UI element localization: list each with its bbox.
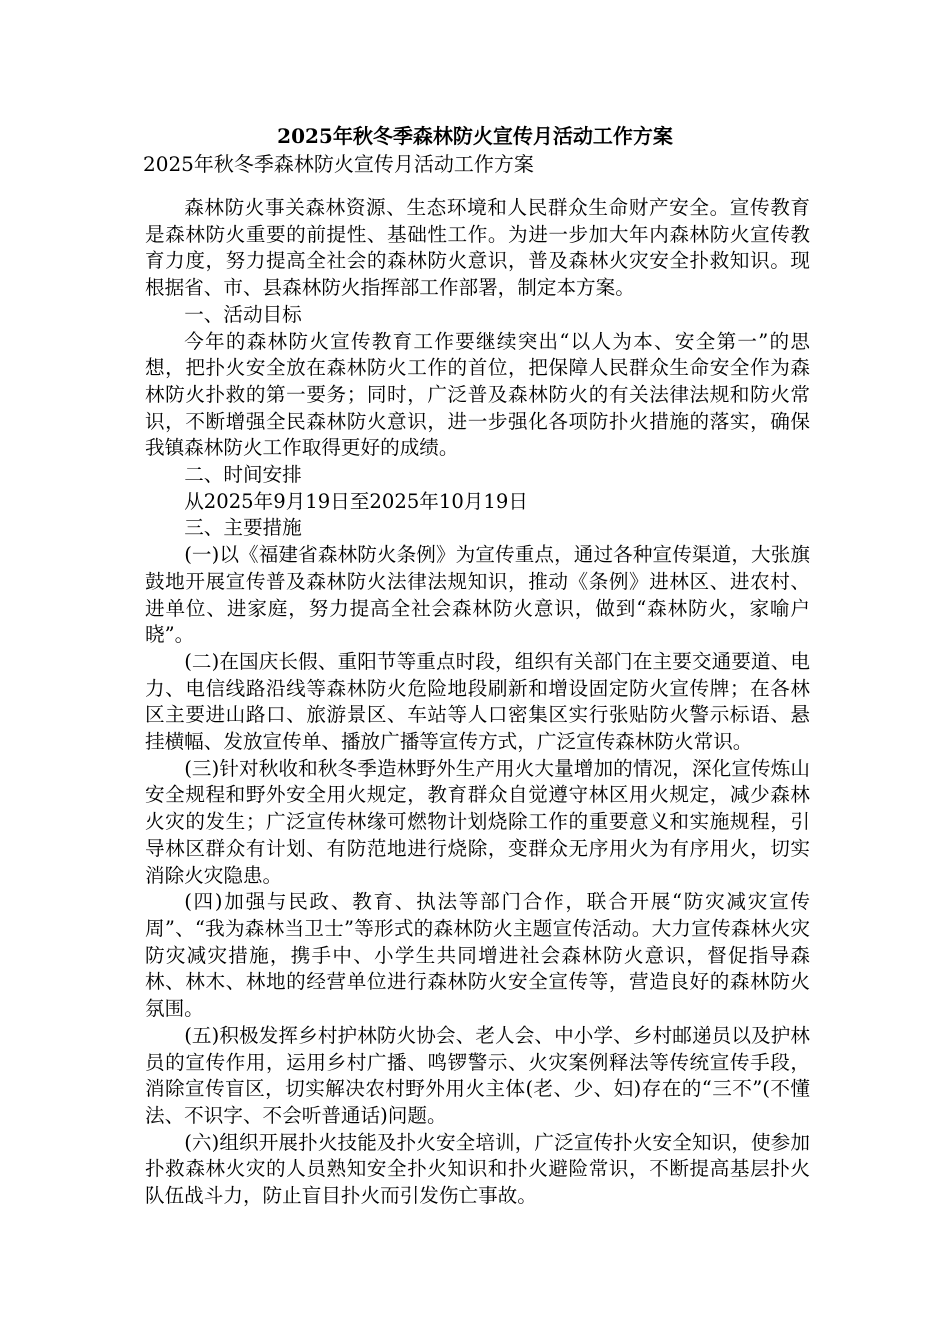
section-heading-goal: 一、活动目标 — [184, 302, 302, 326]
paragraph-measure-5: (五)积极发挥乡村护林防火协会、老人会、中小学、乡村邮递员以及护林员的宣传作用，运用乡村广播、鸣锣警示、火灾案例释法等传统宣传手段，消除宣传盲区，切实解决农村野外用火主体(老、少、妇)存在的“三不”(不懂法、不识字、不会听普通话)问题。 — [145, 1023, 810, 1127]
document-subtitle: 2025年秋冬季森林防火宣传月活动工作方案 — [143, 152, 534, 176]
document-title: 2025年秋冬季森林防火宣传月活动工作方案 — [277, 124, 673, 148]
document-body — [145, 195, 810, 1210]
paragraph-measure-6: (六)组织开展扑火技能及扑火安全培训，广泛宣传扑火安全知识，使参加扑救森林火灾的人员熟知安全扑火知识和扑火避险常识，不断提高基层扑火队伍战斗力，防止盲目扑火而引发伤亡事故。 — [145, 1130, 810, 1208]
paragraph-schedule: 从2025年9月19日至2025年10月19日 — [184, 489, 528, 513]
paragraph-measure-4: (四)加强与民政、教育、执法等部门合作，联合开展“防灾减灾宣传周”、“我为森林当卫士”等形式的森林防火主题宣传活动。大力宣传森林火灾防灾减灾措施，携手中、小学生共同增进社会森林防火意识，督促指导森林、林木、林地的经营单位进行森林防火安全宣传等，营造良好的森林防火氛围。 — [145, 890, 810, 1021]
paragraph-intro: 森林防火事关森林资源、生态环境和人民群众生命财产安全。宣传教育是森林防火重要的前提性、基础性工作。为进一步加大年内森林防火宣传教育力度，努力提高全社会的森林防火意识，普及森林火灾安全扑救知识。现根据省、市、县森林防火指挥部工作部署，制定本方案。 — [145, 196, 810, 300]
paragraph-measure-2: (二)在国庆长假、重阳节等重点时段，组织有关部门在主要交通要道、电力、电信线路沿线等森林防火危险地段刷新和增设固定防火宣传牌；在各林区主要进山路口、旅游景区、车站等人口密集区实行张贴防火警示标语、悬挂横幅、发放宣传单、播放广播等宣传方式，广泛宣传森林防火常识。 — [145, 649, 810, 754]
section-heading-schedule: 二、时间安排 — [184, 463, 302, 487]
section-heading-measures: 三、主要措施 — [184, 516, 302, 540]
paragraph-measure-1: (一)以《福建省森林防火条例》为宣传重点，通过各种宣传渠道，大张旗鼓地开展宣传普及森林防火法律法规知识，推动《条例》进林区、进农村、进单位、进家庭，努力提高全社会森林防火意识，做到“森林防火，家喻户晓”。 — [145, 543, 810, 647]
paragraph-measure-3: (三)针对秋收和秋冬季造林野外生产用火大量增加的情况，深化宣传炼山安全规程和野外安全用火规定，教育群众自觉遵守林区用火规定，减少森林火灾的发生；广泛宣传林缘可燃物计划烧除工作的重要意义和实施规程，引导林区群众有计划、有防范地进行烧除，变群众无序用火为有序用火，切实消除火灾隐患。 — [145, 756, 810, 887]
paragraph-goal: 今年的森林防火宣传教育工作要继续突出“以人为本、安全第一”的思想，把扑火安全放在森林防火工作的首位，把保障人民群众生命安全作为森林防火扑救的第一要务；同时，广泛普及森林防火的有关法律法规和防火常识，不断增强全民森林防火意识，进一步强化各项防扑火措施的落实，确保我镇森林防火工作取得更好的成绩。 — [145, 329, 810, 460]
